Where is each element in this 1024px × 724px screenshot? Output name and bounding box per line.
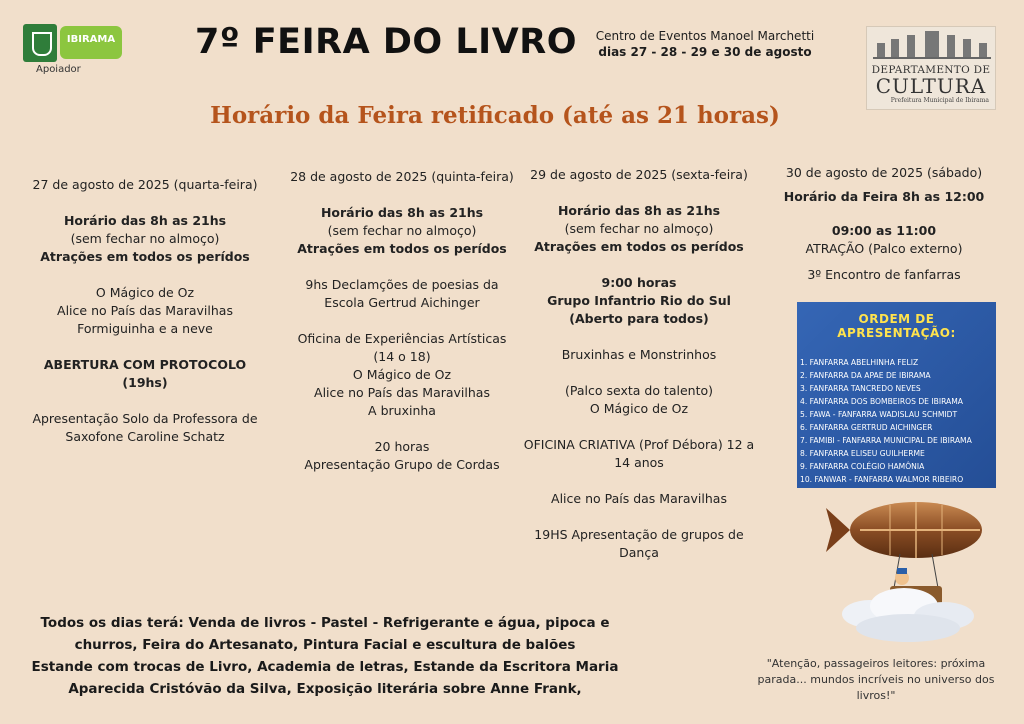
event-time: 09:00 as 11:00 (831, 223, 937, 238)
opening-ceremony: ABERTURA COM PROTOCOLO (19hs) (43, 357, 247, 390)
zeppelin-illustration (820, 488, 990, 652)
page-title: 7º FEIRA DO LIVRO (195, 22, 577, 62)
list-item: 9. FANFARRA COLÉGIO HAMÔNIA (800, 462, 925, 471)
list-item: 7. FAMIBI - FANFARRA MUNICIPAL DE IBIRAMA (800, 436, 972, 445)
solo-performance-name: Saxofone Caroline Schatz (65, 429, 225, 444)
day-attractions: Atrações em todos os perídos (297, 241, 507, 256)
attraction-location: ATRAÇÃO (Palco externo) (805, 241, 963, 256)
day-lunch-note: (sem fechar no almoço) (70, 231, 220, 246)
footer-line: churros, Feira do Artesanato, Pintura Facial e escultura de balões (74, 637, 576, 653)
day-date: 28 de agosto de 2025 (quinta-feira) (290, 169, 514, 184)
footer-line: Todos os dias terá: Venda de livros - Pastel - Refrigerante e água, pipoca e (40, 615, 610, 631)
day-hours: Horário das 8h as 21hs (63, 213, 227, 228)
day-column-27 (20, 176, 270, 464)
day-hours: Horário das 8h as 21hs (557, 203, 721, 218)
group-performance: Grupo Infantrio Rio do Sul (Aberto para todos) (547, 293, 731, 326)
stage-note: (Palco sexta do talento) (564, 383, 714, 398)
order-title: ORDEM DE APRESENTAÇÃO: (837, 312, 956, 340)
day-attractions: Atrações em todos os perídos (40, 249, 250, 264)
show-item: Formiguinha e a neve (77, 321, 213, 336)
dance-performance: 19HS Apresentação de grupos de Dança (534, 527, 744, 560)
show-item: Bruxinhas e Monstrinhos (561, 347, 717, 362)
footer-line: Aparecida Cristóvão da Silva, Exposição literária sobre Anne Frank, (68, 681, 582, 697)
venue-name: Centro de Eventos Manoel Marchetti (595, 29, 815, 43)
day-lunch-note: (sem fechar no almoço) (327, 223, 477, 238)
event-time: 20 horas (374, 439, 430, 454)
event-time: 9:00 horas (601, 275, 677, 290)
dept-line1: DEPARTAMENTO DE (871, 64, 991, 76)
solo-performance: Apresentação Solo da Professora de (32, 411, 258, 426)
supporter-label: Apoiador (36, 64, 81, 75)
list-item: 6. FANFARRA GERTRUD AICHINGER (800, 423, 933, 432)
day-hours: Horário da Feira 8h as 12:00 (783, 189, 985, 204)
day-attractions: Atrações em todos os perídos (534, 239, 744, 254)
strings-performance: Apresentação Grupo de Cordas (304, 457, 500, 472)
ibirama-badge: IBIRAMA (60, 26, 122, 59)
show-item: O Mágico de Oz (352, 367, 452, 382)
day-date: 30 de agosto de 2025 (sábado) (785, 165, 983, 180)
readers-quote: "Atenção, passageiros leitores: próxima parada... mundos incríveis no universo dos livros!" (757, 657, 995, 702)
list-item: 2. FANFARRA DA APAE DE IBIRAMA (800, 371, 931, 380)
ibirama-logo (23, 24, 116, 62)
show-item: Alice no País das Maravilhas (57, 303, 233, 318)
show-item: O Mágico de Oz (589, 401, 689, 416)
presentation-order-panel (797, 302, 996, 488)
show-item: Alice no País das Maravilhas (551, 491, 727, 506)
day-column-30 (775, 164, 993, 300)
fanfare-meeting: 3º Encontro de fanfarras (807, 267, 961, 282)
coat-of-arms-icon (23, 24, 57, 62)
footer-line: Estande com trocas de Livro, Academia de letras, Estande da Escritora Maria (31, 659, 619, 675)
list-item: 1. FANFARRA ABELHINHA FELIZ (800, 358, 919, 367)
day-column-28 (288, 168, 516, 492)
day-date: 27 de agosto de 2025 (quarta-feira) (32, 177, 258, 192)
day-lunch-note: (sem fechar no almoço) (564, 221, 714, 236)
day-date: 29 de agosto de 2025 (sexta-feira) (530, 167, 748, 182)
daily-activities-note (30, 612, 620, 700)
show-item: A bruxinha (368, 403, 436, 418)
culture-department-logo (866, 26, 996, 110)
show-item: O Mágico de Oz (95, 285, 195, 300)
building-icon (873, 33, 991, 59)
list-item: 3. FANFARRA TANCREDO NEVES (800, 384, 921, 393)
day-hours: Horário das 8h as 21hs (320, 205, 484, 220)
dept-line3: Prefeitura Municipal de Ibirama (890, 97, 989, 104)
dept-line2: CULTURA (875, 74, 987, 98)
venue-info (590, 28, 820, 60)
event-dates: dias 27 - 28 - 29 e 30 de agosto (598, 45, 812, 59)
list-item: 5. FAWA - FANFARRA WADISLAU SCHMIDT (800, 410, 958, 419)
schedule-subtitle: Horário da Feira retificado (até as 21 horas) (210, 102, 780, 129)
poetry-event: 9hs Declamções de poesias da Escola Gertrud Aichinger (305, 277, 499, 310)
list-item: 4. FANFARRA DOS BOMBEIROS DE IBIRAMA (800, 397, 963, 406)
list-item: 10. FANWAR - FANFARRA WALMOR RIBEIRO (800, 475, 964, 484)
list-item: 8. FANFARRA ELISEU GUILHERME (800, 449, 925, 458)
day-column-29 (522, 166, 756, 580)
workshop-event: OFICINA CRIATIVA (Prof Débora) 12 a 14 anos (523, 437, 755, 470)
show-item: Alice no País das Maravilhas (314, 385, 490, 400)
order-list (797, 356, 996, 486)
workshop-event: Oficina de Experiências Artísticas (14 o 18) (297, 331, 507, 364)
